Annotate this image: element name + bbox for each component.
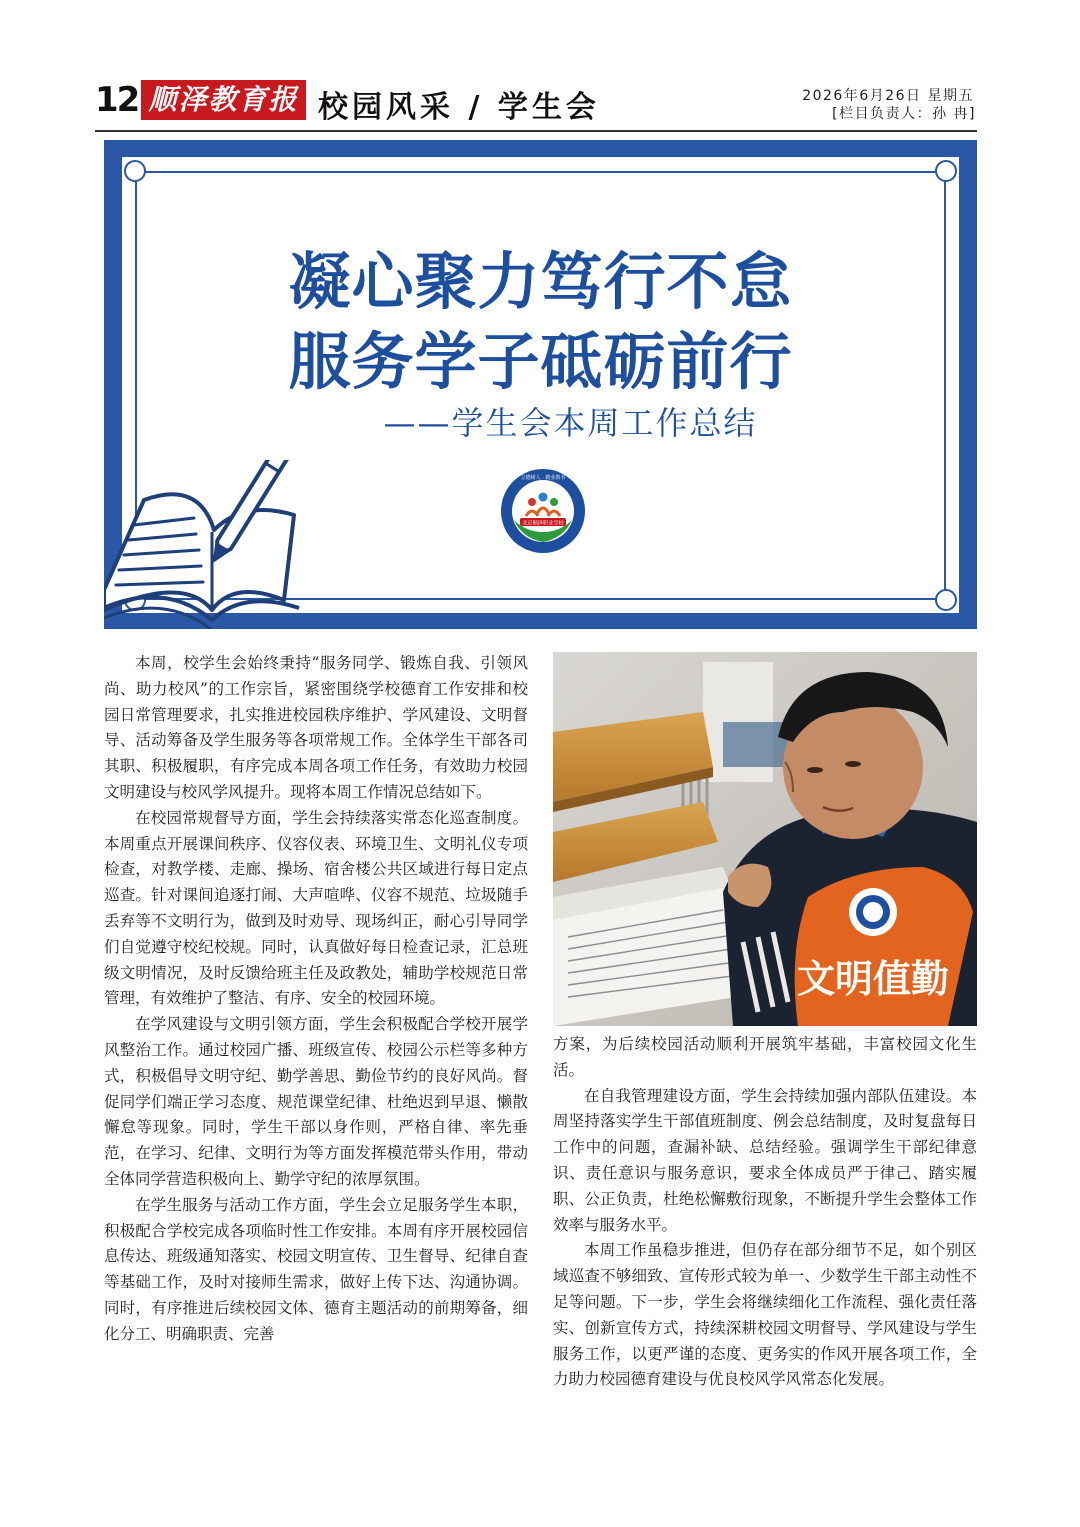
headline-subtitle: ——学生会本周工作总结	[383, 404, 758, 442]
article-paragraph: 在学生服务与活动工作方面，学生会立足服务学生本职，积极配合学校完成各项临时性工作安排。本周有序开展校园信息传达、班级通知落实、校园文明宣传、卫生督导、纪律自查等基础工作，及时对接师生需求，做好上传下达、沟通协调。同时，有序推进后续校园文体、德育主题活动的前期筹备，细化分工、明确职责、完善	[104, 1195, 528, 1343]
headline-line-2: 服务学子砥砺前行	[288, 325, 793, 398]
article-paragraph: 在学风建设与文明引领方面，学生会积极配合学校开展学风整治工作。通过校园广播、班级宣传、校园公示栏等多种方式，积极倡导文明守纪、勤学善思、勤俭节约的良好风尚。督促同学们端正学习态度、规范课堂纪律、杜绝迟到早退、懒散懈怠等现象。同时，学生干部以身作则，严格自律、率先垂范，在学习、纪律、文明行为等方面发挥模范带头作用，带动全体同学营造积极向上、勤学守纪的浓厚氛围。	[104, 1015, 528, 1188]
article-left-column	[104, 651, 528, 1348]
article-paragraph: 本周工作虽稳步推进，但仍存在部分细节不足，如个别区域巡查不够细致、宣传形式较为单一、少数学生干部主动性不足等问题。下一步，学生会将继续细化工作流程、强化责任落实、创新宣传方式，持续深耕校园文明督导、学风建设与学生服务工作，以更严谨的态度、更务实的作风开展各项工作，全力助力校园德育建设与优良校风学风常态化发展。	[553, 1241, 977, 1389]
newspaper-masthead: 顺泽教育报	[141, 80, 306, 120]
frame-corner-ornament	[124, 160, 146, 182]
column-editor: [栏目负责人：孙 冉]	[832, 106, 976, 122]
article-paragraph: 方案，为后续校园活动顺利开展筑牢基础，丰富校园文化生活。	[553, 1035, 977, 1079]
logo-ribbon-text: 北京顺泽职业学校	[522, 520, 564, 527]
page-number: 12	[95, 80, 139, 120]
frame-corner-ornament	[935, 160, 957, 182]
open-book-illustration	[104, 460, 304, 629]
article-paragraph: 在校园常规督导方面，学生会持续落实常态化巡查制度。本周重点开展课间秩序、仪容仪表、环境卫生、文明礼仪专项检查，对教学楼、走廊、操场、宿舍楼公共区域进行每日定点巡查。针对课间追逐打闹、大声喧哗、仪容不规范、垃圾随手丢弃等不文明行为，做到及时劝导、现场纠正，耐心引导同学们自觉遵守校纪校规。同时，认真做好每日检查记录，汇总班级文明情况，及时反馈给班主任及政教处，辅助学校规范日常管理，有效维护了整洁、有序、安全的校园环境。	[104, 808, 528, 1008]
article-paragraph: 本周，校学生会始终秉持“服务同学、锻炼自我、引领风尚、助力校风”的工作宗旨，紧密围绕学校德育工作安排和校园日常管理要求，扎实推进校园秩序维护、学风建设、文明督导、活动筹备及学生服务等各项常规工作。全体学生干部各司其职、积极履职，有序完成本周各项工作任务，有效助力校园文明建设与校风学风提升。现将本周工作情况总结如下。	[104, 654, 528, 801]
school-logo	[500, 468, 586, 554]
logo-motto-text: 立德树人 · 精业教书	[520, 475, 566, 481]
headline-line-1: 凝心聚力笃行不怠	[288, 245, 793, 318]
section-title: 校园风采 / 学生会	[318, 90, 600, 125]
article-right-column	[553, 1032, 977, 1393]
student-studying-photo	[553, 652, 977, 1026]
issue-date: 2026年6月26日 星期五	[802, 88, 974, 104]
headline-banner	[104, 140, 977, 629]
page-header	[0, 0, 1080, 135]
header-divider	[95, 130, 977, 132]
article-paragraph: 在自我管理建设方面，学生会持续加强内部队伍建设。本周坚持落实学生干部值班制度、例会总结制度，及时复盘每日工作中的问题，查漏补缺、总结经验。强调学生干部纪律意识、责任意识与服务意识，要求全体成员严于律己、踏实履职、公正负责，杜绝松懈敷衍现象，不断提升学生会整体工作效率与服务水平。	[553, 1086, 977, 1234]
armband-text: 文明值勤	[796, 957, 950, 1001]
frame-corner-ornament	[935, 589, 957, 611]
article-photo	[553, 652, 977, 1026]
